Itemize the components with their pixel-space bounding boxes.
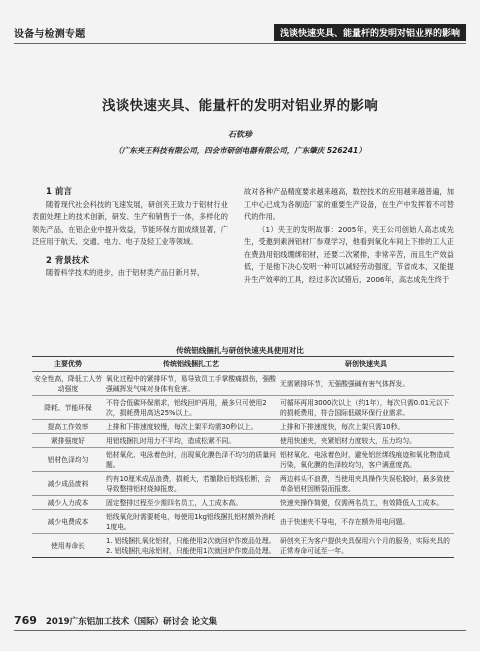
- right-column: [244, 186, 454, 286]
- header-rule: [14, 43, 466, 44]
- table-cell-traditional: 约有10厘米成品浪费，损耗大，若撤除后铝线松断，会导致整排铝材烧掉报废。: [104, 472, 278, 496]
- table-header-row: [32, 357, 454, 372]
- table-row: [32, 472, 454, 496]
- table-cell-clamp: 使用快速夹，夹紧铝材力度较大，压力均匀。: [278, 434, 454, 448]
- table-body: [32, 372, 454, 558]
- table-cell-traditional: 固定整排过程至少需四名员工，人工成本高。: [104, 496, 278, 510]
- table-cell-traditional: 氧化过程中的紧排环节，易导致员工手掌酸痛损伤，强酸强碱挥发气味对身体有危害。: [104, 372, 278, 396]
- table-cell-advantage: 安全性高，降低工人劳动强度: [32, 372, 104, 396]
- running-title: 浅谈快速夹具、能量杆的发明对铝业界的影响: [274, 24, 466, 41]
- table-row: [32, 534, 454, 558]
- table-cell-clamp: 无需紧排环节，无强酸强碱有害气体挥发。: [278, 372, 454, 396]
- table-cell-clamp: 由于快速夹不导电，不存在额外用电问题。: [278, 510, 454, 534]
- paragraph: （1）夹王的发明故事：2005年，夹王公司创始人高志成先生，受邀到素洲铝材厂参观学习，他看到氧化车间上下排的工人正在费劲用铝线绷绑铝材，还要二次紧排，非常辛苦，而且生产效益低，于是他下决心发明一种可以减轻劳动强度，节省成本，又能提升生产效率的工具，经过多次试错后，2006年，高志成先生终于: [244, 224, 454, 284]
- table-cell-advantage: 提高工作效率: [32, 420, 104, 434]
- table-cell-traditional: 用铝线捆扎时用力不平均，造成松紧不同。: [104, 434, 278, 448]
- table-cell-clamp: 两边料头不浪费，当使用夹具操作失误松脱时，最多致使单条铝材因断裂而报废。: [278, 472, 454, 496]
- column-header: 主要优势: [32, 357, 104, 372]
- page-number: 769: [14, 614, 37, 627]
- table-row: [32, 496, 454, 510]
- affiliation: （广东夹王科技有限公司，四会市研创电器有限公司，广东肇庆 526241）: [114, 146, 366, 155]
- comparison-table: [32, 356, 454, 558]
- section-heading-2: 2 背景技术: [46, 255, 89, 266]
- footer-rule: [14, 630, 466, 631]
- table-cell-traditional: 不符合低碳环保需求，铝线回炉再用，最多只可使用2次，损耗费用高达25%以上。: [104, 396, 278, 420]
- table-title: 传统铝线捆扎与研创快速夹具使用对比: [176, 346, 304, 355]
- table-cell-traditional: 1. 铝线捆扎氧化铝材，只能使用2次就回炉作废品处理。 2. 铝线捆扎电泳铝材，只能使用1次就回炉作废品处理。: [104, 534, 278, 558]
- section-heading-1: 1 前言: [46, 187, 72, 197]
- table-cell-clamp: 可循环再用3000次以上（约1年），每次只需0.01元以下的损耗费用，符合国际低碳环保行业需求。: [278, 396, 454, 420]
- conference-name: 2019广东铝加工技术（国际）研讨会 论文集: [45, 617, 218, 627]
- table-cell-advantage: 降耗、节能环保: [32, 396, 104, 420]
- table-cell-clamp: 铝材氧化、电泳着色时，避免铝丝绑线痕迹和氧化物造成污染，氧化膜的色泽较均匀，客户满意度高。: [278, 448, 454, 472]
- left-column: [32, 186, 228, 280]
- paragraph: 随着科学技术的进步，由于铝材类产品日新月异，: [46, 268, 205, 277]
- author: 石钦珍: [228, 130, 252, 139]
- table-cell-clamp: 上排和下排速度快，每次上架只需10秒。: [278, 420, 454, 434]
- paragraph: 随着现代社会科技的飞速发展，研创夹王致力于铝材行业表面处理上的技术创新，研发、生产和销售于一体，多样化的领先产品，在铝企业中提升效益，节能环保方面成绩显著，广泛应用于航天、交通、电力、电子及轻工业等领域。: [32, 199, 228, 246]
- running-header: [14, 18, 466, 48]
- table-cell-advantage: 紧排强度好: [32, 434, 104, 448]
- footer: [14, 614, 217, 627]
- table-row: [32, 434, 454, 448]
- table-row: [32, 396, 454, 420]
- table-row: [32, 372, 454, 396]
- table-row: [32, 510, 454, 534]
- table-cell-clamp: 研创夹王为客户提供夹具保用六个月的服务，实际夹具的正常寿命可延至一年。: [278, 534, 454, 558]
- table-row: [32, 420, 454, 434]
- table-cell-traditional: 铝材氧化、电泳着色时，出现氧化膜色泽不均匀的质量问题。: [104, 448, 278, 472]
- table-cell-advantage: 使用寿命长: [32, 534, 104, 558]
- table-cell-advantage: 减少电费成本: [32, 510, 104, 534]
- section-label: 设备与检测专题: [14, 29, 86, 40]
- column-header: 传统铝线捆扎工艺: [104, 357, 278, 372]
- article-title: 浅谈快速夹具、能量杆的发明对铝业界的影响: [102, 98, 378, 114]
- paragraph: 故对各种产品精度要求越来越高，数控技术的应用越来越普遍，加工中心已成为各制造厂家的重要生产设备，在生产中发挥着不可替代的作用。: [244, 187, 454, 221]
- table-cell-advantage: 减少成品废料: [32, 472, 104, 496]
- table-row: [32, 448, 454, 472]
- table-cell-traditional: 铝线氧化时需要耗电，每使用1kg铝线捆扎铝材额外消耗1度电。: [104, 510, 278, 534]
- table-cell-advantage: 铝材色泽均匀: [32, 448, 104, 472]
- table-cell-advantage: 减少人力成本: [32, 496, 104, 510]
- column-header: 研创快速夹具: [278, 357, 454, 372]
- table-cell-clamp: 快速夹操作简便，仅需两名员工，有效降低人工成本。: [278, 496, 454, 510]
- table-cell-traditional: 上排和下排速度较慢，每次上架平均需30秒以上。: [104, 420, 278, 434]
